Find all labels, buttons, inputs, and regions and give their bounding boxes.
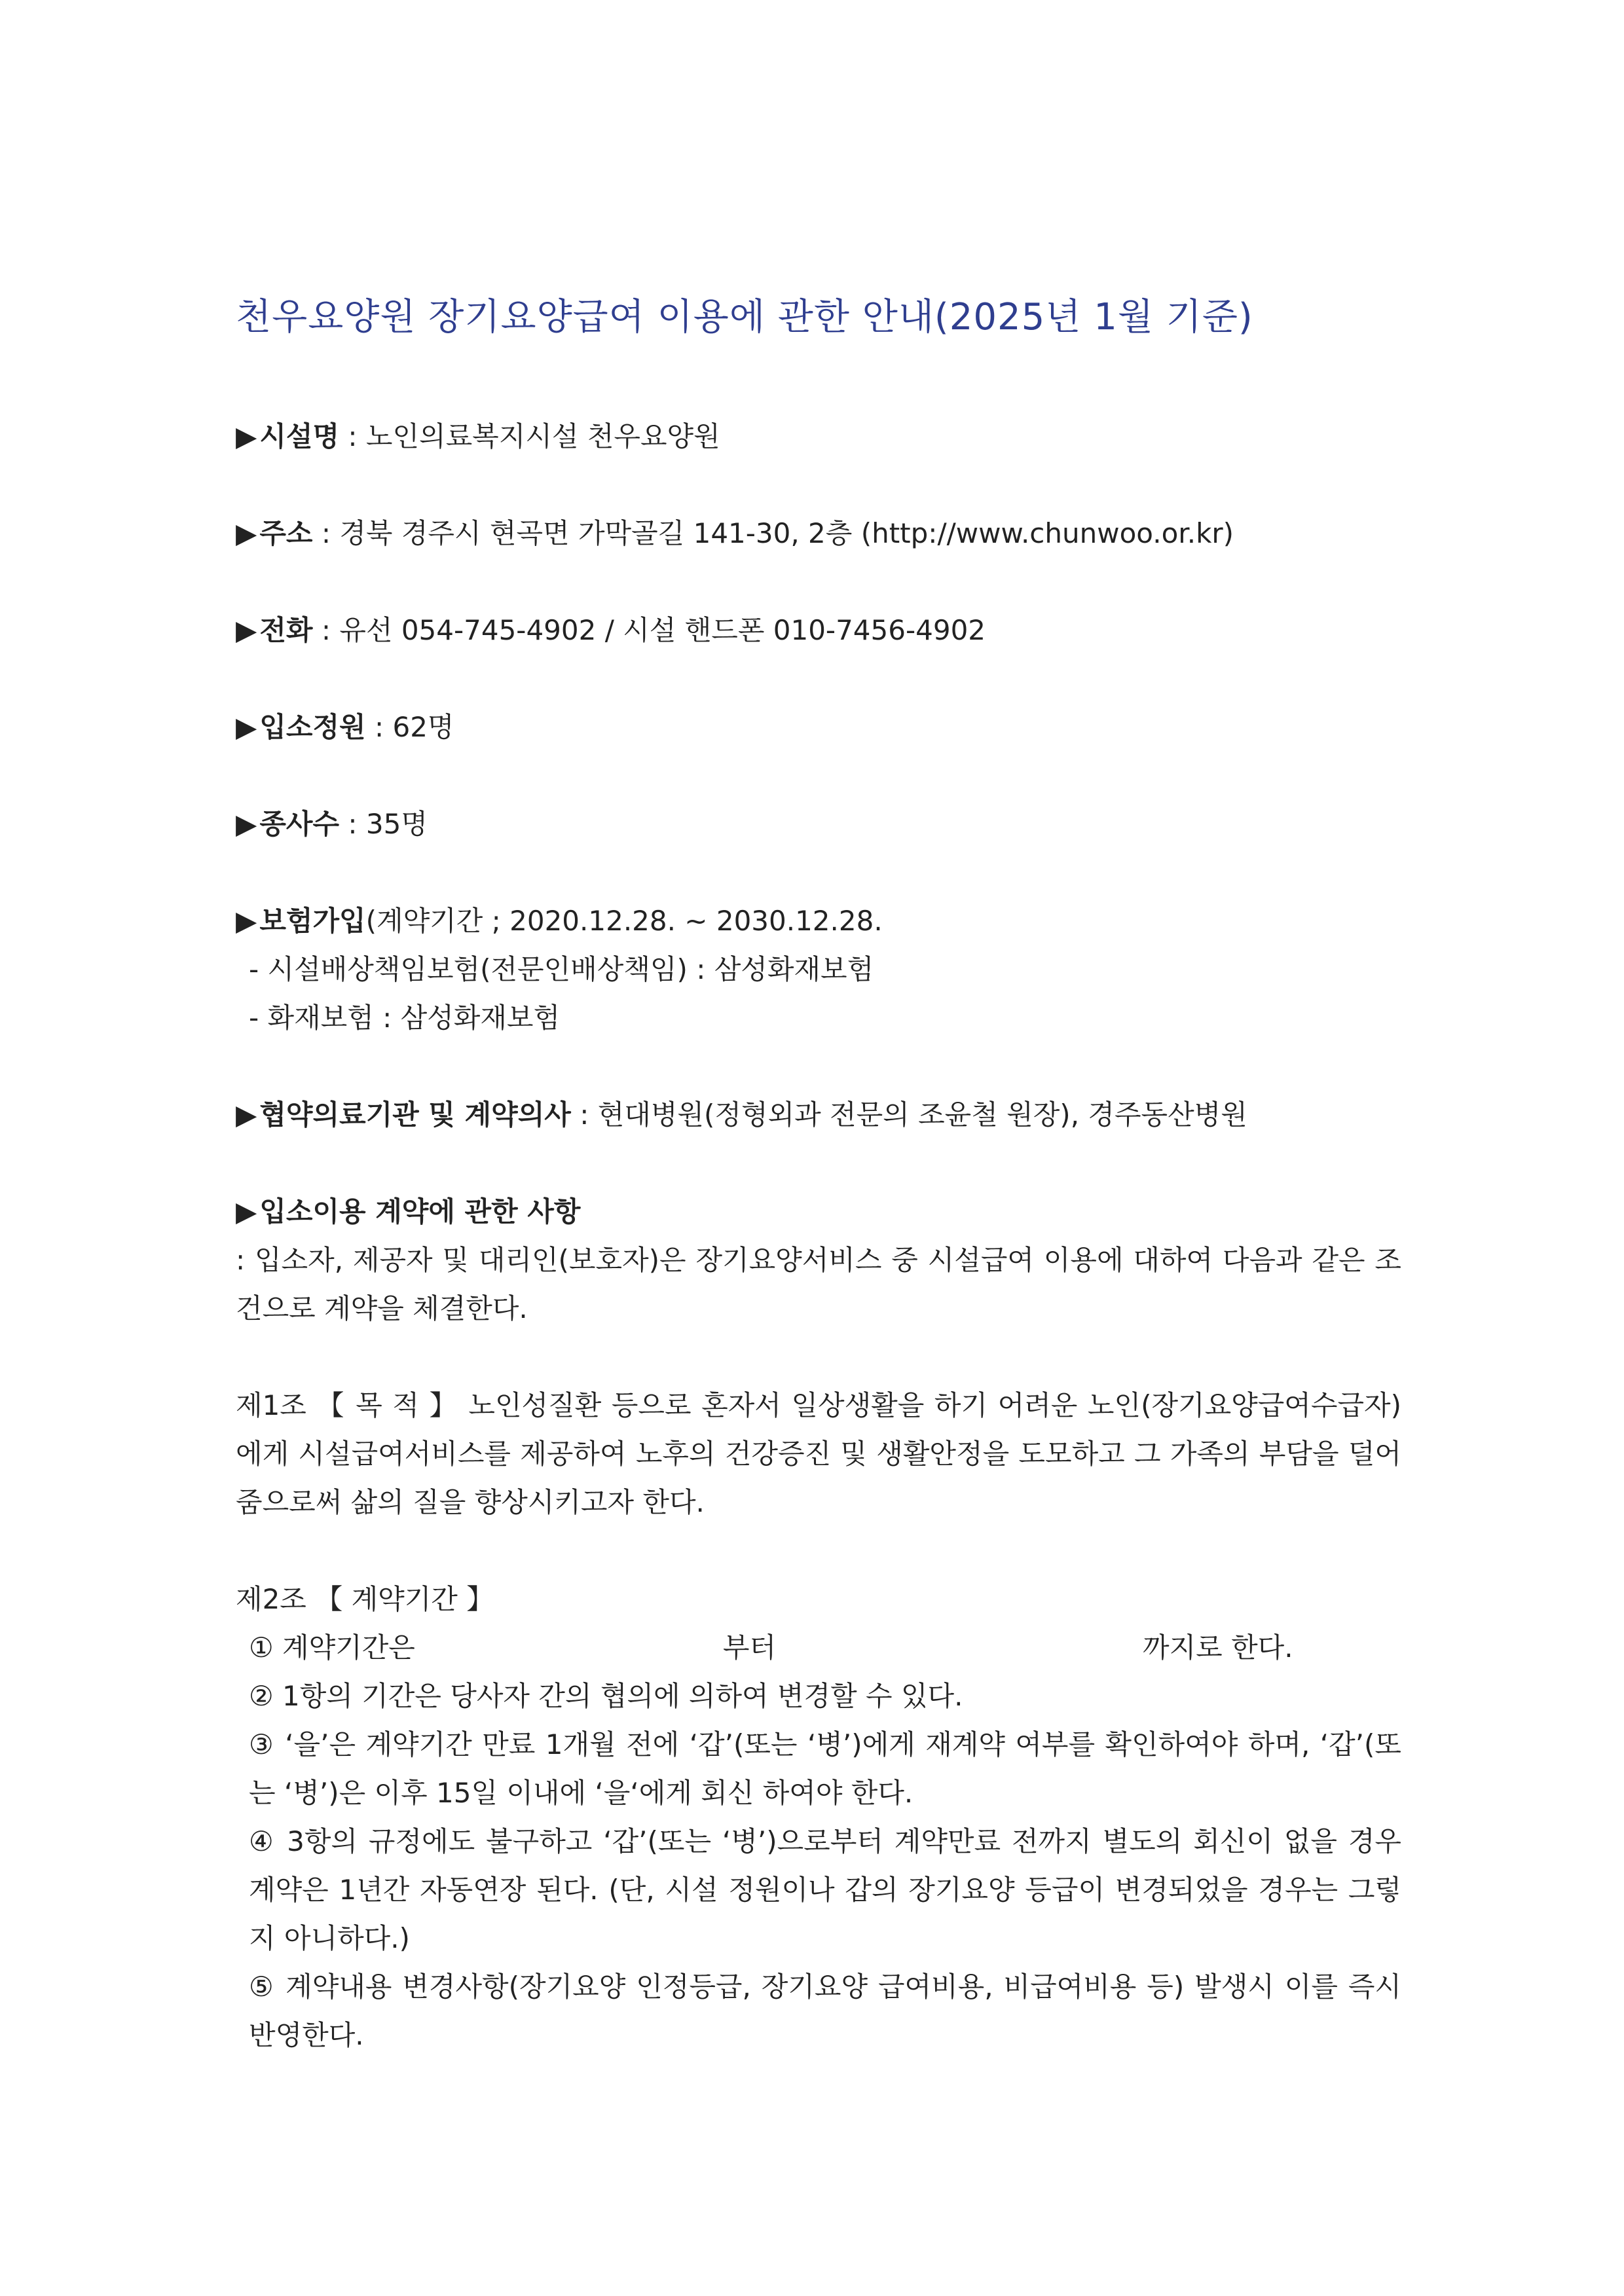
staff-label: 종사수	[259, 808, 340, 840]
article2-item5: ⑤ 계약내용 변경사항(장기요양 인정등급, 장기요양 급여비용, 비급여비용 등) 발생시 이를 즉시 반영한다.	[249, 1971, 1401, 2051]
facility-label: 시설명	[259, 420, 340, 452]
facility-name-row	[236, 412, 1401, 461]
capacity-sep: :	[365, 711, 393, 743]
insurance-label: 보험가입	[259, 905, 366, 937]
bullet-triangle-icon: ▶	[236, 614, 257, 646]
document-title: 천우요양원 장기요양급여 이용에 관한 안내(2025년 1월 기준)	[236, 296, 1253, 338]
contract-text: : 입소자, 제공자 및 대리인(보호자)은 장기요양서비스 중 시설급여 이용에 대하여 다음과 같은 조건으로 계약을 체결한다.	[236, 1244, 1401, 1324]
insurance-value: (계약기간 ; 2020.12.28. ~ 2030.12.28.	[365, 905, 883, 937]
address-label: 주소	[259, 517, 313, 549]
medical-row	[236, 1091, 1401, 1139]
insurance-section	[236, 897, 1401, 1042]
article2-item4: ④ 3항의 규정에도 불구하고 ‘갑’(또는 ‘병’)으로부터 계약만료 전까지 별도의 회신이 없을 경우 계약은 1년간 자동연장 된다. (단, 시설 정원이나 갑의 장기요양 등급이 변경되었을 경우는 그렇지 아니하다.)	[249, 1825, 1401, 1954]
medical-label: 협약의료기관 및 계약의사	[259, 1099, 571, 1131]
phone-value: 유선 054-745-4902 / 시설 핸드폰 010-7456-4902	[339, 614, 986, 646]
insurance-row	[236, 897, 1401, 945]
facility-sep: :	[339, 420, 366, 452]
staff-value: 35명	[365, 808, 428, 840]
capacity-value: 62명	[392, 711, 454, 743]
bullet-triangle-icon: ▶	[236, 420, 257, 452]
article2	[236, 1575, 1401, 2060]
phone-label: 전화	[259, 614, 313, 646]
capacity-label: 입소정원	[259, 711, 366, 743]
bullet-triangle-icon: ▶	[236, 1195, 257, 1228]
insurance-item: - 화재보험 : 삼성화재보험	[249, 1002, 561, 1034]
article2-item3: ③ ‘을’은 계약기간 만료 1개월 전에 ‘갑’(또는 ‘병’)에게 재계약 여부를 확인하여야 하며, ‘갑’(또는 ‘병’)은 이후 15일 이내에 ‘을‘에게 회신 하여야 한다.	[249, 1728, 1401, 1809]
medical-value: 현대병원(정형외과 전문의 조윤철 원장), 경주동산병원	[597, 1099, 1247, 1131]
phone-sep: :	[312, 614, 340, 646]
address-row	[236, 509, 1401, 558]
address-sep: :	[312, 517, 340, 549]
staff-sep: :	[339, 808, 366, 840]
article2-item1-b: 부터	[722, 1631, 777, 1664]
article1-text: 노인성질환 등으로 혼자서 일상생활을 하기 어려운 노인(장기요양급여수급자)에게 시설급여서비스를 제공하여 노후의 건강증진 및 생활안정을 도모하고 그 가족의 부담을 덜어줌으로써 삶의 질을 향상시키고자 한다.	[236, 1389, 1401, 1518]
contract-label: 입소이용 계약에 관한 사항	[259, 1195, 581, 1228]
address-value: 경북 경주시 현곡면 가막골길 141-30, 2층 (http://www.chunwoo.or.kr)	[339, 517, 1234, 549]
article2-item1-a: ① 계약기간은	[249, 1631, 415, 1664]
bullet-triangle-icon: ▶	[236, 808, 257, 840]
facility-value: 노인의료복지시설 천우요양원	[365, 420, 720, 452]
phone-row	[236, 606, 1401, 655]
article2-item1-c: 까지로 한다.	[1143, 1631, 1293, 1664]
article1	[236, 1381, 1401, 1527]
medical-sep: :	[570, 1099, 598, 1131]
bullet-triangle-icon: ▶	[236, 711, 257, 743]
article2-item2: ② 1항의 기간은 당사자 간의 협의에 의하여 변경할 수 있다.	[249, 1680, 963, 1712]
contract-heading	[236, 1188, 1401, 1236]
capacity-row	[236, 703, 1401, 752]
article2-heading: 제2조 【 계약기간 】	[236, 1583, 494, 1615]
bullet-triangle-icon: ▶	[236, 905, 257, 937]
article2-item1	[236, 1624, 1401, 1672]
bullet-triangle-icon: ▶	[236, 517, 257, 549]
contract-section	[236, 1188, 1401, 1333]
insurance-item: - 시설배상책임보험(전문인배상책임) : 삼성화재보험	[249, 953, 874, 985]
article1-heading: 제1조 【 목 적 】	[236, 1389, 458, 1421]
bullet-triangle-icon: ▶	[236, 1099, 257, 1131]
document-page	[236, 288, 1401, 2060]
staff-row	[236, 800, 1401, 848]
